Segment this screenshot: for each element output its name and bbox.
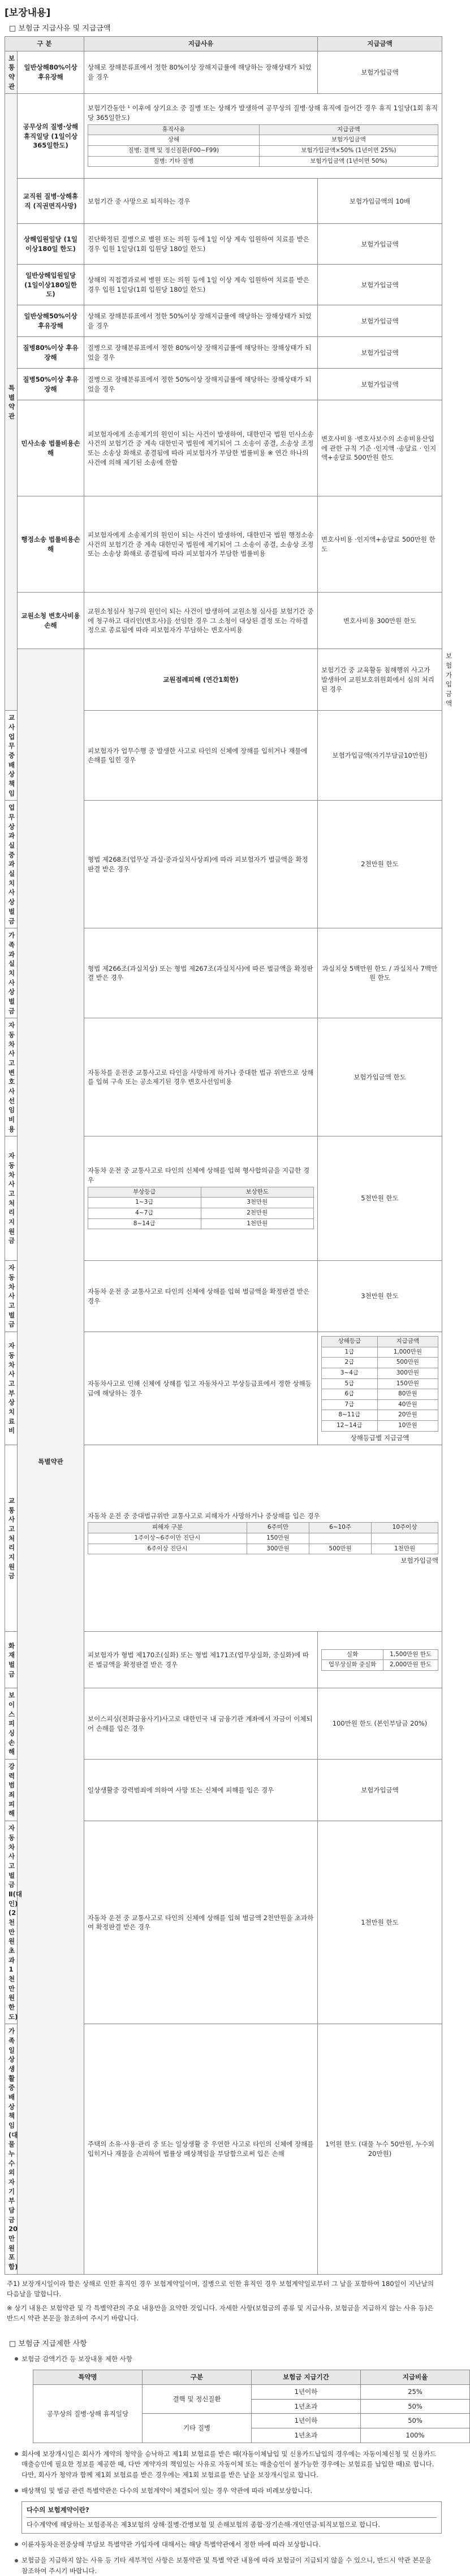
table-row bbox=[5, 179, 442, 224]
row-item: 교직원 질병·상해휴직 (직권면직사망) bbox=[18, 179, 84, 224]
row-item: 질병50%이상 후유장해 bbox=[18, 369, 84, 400]
row-amount: 5천만원 한도 bbox=[318, 1136, 442, 1261]
bullet-motorcycle bbox=[21, 2539, 439, 2549]
limit-cell: 기타 질병 bbox=[143, 2414, 252, 2443]
row-item: 자동차사고 벌금Ⅱ(대인) (2천만원초과 1천만원한도) bbox=[5, 1821, 18, 2024]
table-row bbox=[5, 265, 442, 305]
table-row bbox=[5, 400, 442, 496]
sub-cell: 8~14급 bbox=[88, 1218, 201, 1229]
sub-cell: 500만원 bbox=[377, 1358, 438, 1368]
row-item: 민사소송 법률비용손해 bbox=[18, 400, 84, 496]
row-amount: 변호사비용 300만원 한도 bbox=[318, 593, 442, 649]
row-amount: 변호사비용 ·변호사보수의 소송비용산입에 관한 규칙 기준 ·인지액 ·송달료 · 인지액+송달료 500만원 한도 bbox=[318, 400, 442, 496]
limit-header: 보험금 지급기간 bbox=[252, 2370, 361, 2385]
row-reason: 피보험자가 업무수행 중 발생한 사고로 타인의 신체에 장해를 입히거나 재물에 손해를 입힌 경우 bbox=[84, 711, 318, 801]
support-reason: 자동차 운전 중 교통사고로 타인의 신체에 상해를 입혀 형사합의금을 지급한 경우 bbox=[88, 1166, 310, 1184]
sub-cell: 10만원 bbox=[377, 1421, 438, 1432]
sub-cell: 실화 bbox=[322, 1649, 383, 1660]
table-row bbox=[5, 224, 442, 265]
sub-cell: 300만원 bbox=[377, 1368, 438, 1378]
limit-cell: 1년이하 bbox=[252, 2414, 361, 2428]
bullet-text: 이륜자동차운전중상해 부담보 특별약관 가입자에 대해서는 해당 특별약관에서 정한 바에 따라 보상합니다. bbox=[21, 2540, 321, 2548]
footnote-coverage-start: 주1) 보장개시일이라 함은 상해로 인한 휴직인 경우 보험계약일이며, 질병으로 인한 휴직인 경우 보험계약일로부터 그 날을 포함하여 180일이 지난날의 다음날을 말합니다. bbox=[7, 2279, 434, 2298]
row-amount: 보험가입금액 한도 bbox=[318, 1018, 442, 1136]
sub-cell: 6주이상 진단시 bbox=[88, 1544, 247, 1554]
sub-cell: 상해 bbox=[88, 135, 260, 146]
limit-cell: 50% bbox=[361, 2414, 470, 2428]
sub-cell: 1,500만원 한도 bbox=[383, 1649, 438, 1660]
limit-cell: 50% bbox=[361, 2399, 470, 2414]
limit-subtitle bbox=[21, 2354, 439, 2364]
section-heading-limits: □ 보험금 지급제한 사항 bbox=[9, 2339, 87, 2348]
row-item: 상해입원일당 (1일이상180일 한도) bbox=[18, 224, 84, 265]
sub-cell: 40만원 bbox=[377, 1399, 438, 1410]
limit-header: 구분 bbox=[143, 2370, 252, 2385]
row-amount: 1천만원 한도 bbox=[318, 1821, 442, 2024]
header-amount: 지급금액 bbox=[318, 37, 442, 51]
sub-cell: 80만원 bbox=[377, 1389, 438, 1400]
sub-cell: 2천만원 bbox=[201, 1208, 314, 1218]
row-amount: 보험가입금액(자기부담금10만원) bbox=[318, 711, 442, 801]
sick-leave-reason: 보험기간동안 ¹ 이후에 상기요소 중 질병 또는 상해가 발생하여 공무상의 질병·상해 휴직에 들어간 경우 휴직 1일당(1회 휴직당 365일한도) bbox=[88, 104, 438, 122]
sub-cell: 300만원 bbox=[247, 1544, 309, 1554]
row-item: 자동차사고 부상치료비 bbox=[5, 1332, 18, 1445]
sub-cell bbox=[309, 1533, 372, 1544]
row-reason: 자동차 운전 중 교통사고로 타인의 신체에 상해를 입혀 벌금액을 확정판결 받은 경우 bbox=[84, 1261, 318, 1332]
row-item: 교통사고처리지원금 bbox=[5, 1445, 18, 1632]
row-reason: 상해로 장해분류표에서 정한 50%이상 장해지급률에 해당하는 장해상태가 되었을 경우 bbox=[84, 305, 318, 337]
table-row bbox=[5, 305, 442, 337]
row-reason bbox=[84, 1136, 318, 1261]
row-amount: 3천만원 한도 bbox=[318, 1261, 442, 1332]
injury-amount-note: 상해등급별 지급금액 bbox=[350, 1433, 409, 1442]
header-category: 구 분 bbox=[5, 37, 84, 51]
row-reason: 일상생활중 강력범죄에 의하여 사망 또는 신체에 피해를 입은 경우 bbox=[84, 1760, 318, 1821]
row-reason: 교원소청심사 청구의 원인이 되는 사건이 발생하여 교원소청 심사를 보험기간 중에 청구하고 대리인(변호사)을 선임한 경우 그 소청이 대상된 결정 또는 각하결정으로 종료됨에 따라 피보험자가 부담하는 변호사비용 bbox=[84, 593, 318, 649]
limit-cell: 1년이하 bbox=[252, 2385, 361, 2400]
header-reason: 지급사유 bbox=[84, 37, 318, 51]
fire-fine-table bbox=[321, 1649, 438, 1671]
table-row: 특별약관 교원점례피해 (연간1회한) 보험기간 중 교육활동 침해행위 사고가 발생하여 교원보호위원회에서 심의 처리 된 경우 보험가입금액 bbox=[5, 649, 442, 711]
row-reason bbox=[84, 1445, 442, 1632]
row-item: 가족일상생활중배상책임(대물 누수외 자기부담금 20만원 포함) bbox=[5, 2024, 18, 2274]
sub-cell: 2,000만원 한도 bbox=[383, 1660, 438, 1671]
sub-cell: 1천만원 bbox=[201, 1218, 314, 1229]
row-reason: 질병으로 장해분류표에서 정한 50%이상 장해지급률에 해당하는 장해상태가 되었을 경우 bbox=[84, 369, 318, 400]
sub-cell: 8~11급 bbox=[322, 1410, 378, 1421]
row-amount: 보험가입금액 bbox=[318, 1760, 442, 1821]
row-amount: 보험가입금액의 10배 bbox=[318, 179, 442, 224]
sub-cell: 7급 bbox=[322, 1399, 378, 1410]
coverage-table bbox=[5, 36, 452, 2275]
row-item: 일반상해50%이상후유장해 bbox=[18, 305, 84, 337]
row-amount: 보험가입금액 bbox=[318, 337, 442, 369]
page-title: [보장내용] bbox=[5, 7, 51, 19]
row-reason: 보이스피싱(전화금융사기)사고로 대한민국 내 금융기관 계좌에서 자금이 이체되어 손해를 입은 경우 bbox=[84, 1688, 318, 1760]
limit-header: 특약명 bbox=[33, 2370, 143, 2385]
sub-header: 부상등급 bbox=[88, 1187, 201, 1198]
row-reason bbox=[84, 94, 442, 179]
row-reason: 주택의 소유·사용·관리 중 또는 일상생활 중 우연한 사고로 타인의 신체에 장해를 입히거나 재물을 손괴하여 법률상 배상책임을 부담함으로써 입은 손해 bbox=[84, 2024, 318, 2274]
sub-header: 6~10주 bbox=[309, 1523, 372, 1533]
sub-cell: 보험가입금액 bbox=[259, 135, 438, 146]
row-item: 화재벌금 bbox=[5, 1632, 18, 1688]
row-amount: 보험가입금액 bbox=[318, 51, 442, 94]
bullet-text: 회사에 보장개시일은 회사가 계약의 청약을 승낙하고 제1회 보험료를 받은 때(자동이체납입 및 신용카드납입의 경우에는 자동이체신청 및 신용카드 매출승인에 필요한 정보를 제공한 때, 다만 계약자의 책임있는 사유로 자동이체 또는 매출승인이 불가능한 경우에는 보험료를 납입한 때)로 합니다. 다만, 회사가 청약과 함께 제1회 보험료를 받은 경우에는 제1회 보험료를 받은 날을 보장개시일로 합니다. bbox=[21, 2449, 437, 2479]
box-text: 다수계약에 해당하는 보험종목은 제3보험의 상해·질병·간병보험 및 손해보험의 종합·장기손해·개인연금·퇴직보험으로 합니다. bbox=[27, 2520, 381, 2529]
row-reason: 상해로 장해분류표에서 정한 80%이상 장해지급률에 해당하는 장해상태가 되었을 경우 bbox=[84, 51, 318, 94]
multiple-contract-box bbox=[21, 2501, 442, 2534]
limit-cell: 공무상의 질병·상해 휴직일당 bbox=[33, 2385, 143, 2443]
sub-cell: 1주이상~6주이만 진단시 bbox=[88, 1533, 247, 1544]
row-amount: 100만원 한도 (본인부담금 20%) bbox=[318, 1688, 442, 1760]
row-reason: 보험기간 중 사망으로 퇴직하는 경우 bbox=[84, 179, 318, 224]
bullet-icon bbox=[15, 2543, 18, 2546]
support-table bbox=[88, 1187, 314, 1230]
sub-cell: 3~4급 bbox=[322, 1368, 378, 1378]
sub-header: 지급금액 bbox=[377, 1336, 438, 1347]
limit-cell: 100% bbox=[361, 2428, 470, 2443]
sub-cell: 1급 bbox=[322, 1347, 378, 1358]
table-row bbox=[5, 369, 442, 400]
table-row bbox=[5, 51, 442, 94]
row-amount: 보험가입금액 bbox=[318, 369, 442, 400]
section-heading-coverage: □ 보험금 지급사유 및 지급금액 bbox=[9, 24, 111, 33]
row-reason: 자동차를 운전중 교통사고로 타인을 사망하게 하거나 중대한 법규 위반으로 상해를 입혀 구속 또는 공소제기된 경우 변호사선임비용 bbox=[84, 1018, 318, 1136]
sub-header: 보상한도 bbox=[201, 1187, 314, 1198]
sick-leave-table bbox=[88, 124, 438, 167]
bullet-text: 보험금을 지급하지 않는 사유 등 기타 세부적인 사항은 보통약관 및 특별 약관 내용에 따라 보험금이 지급되지 않을 수 있으니, 반드시 약관 본문을 참조하여 주시기 바랍니다. bbox=[21, 2556, 432, 2575]
row-reason: 자동차 운전 중 교통사고로 타인의 신체에 상해를 입혀 벌금액 2천만원을 초과하여 확정판결 받은 경우 bbox=[84, 1821, 318, 2024]
limit-cell: 1년초과 bbox=[252, 2428, 361, 2443]
box-title: 다수의 보험계약이란? bbox=[27, 2505, 437, 2517]
sub-cell: 1천만원 bbox=[372, 1544, 438, 1554]
row-item: 보이스피싱손해 bbox=[5, 1688, 18, 1760]
row-amount: 보험가입금액 bbox=[318, 305, 442, 337]
row-item: 자동차사고 벌금 bbox=[5, 1261, 18, 1332]
row-item: 교원점례피해 (연간1회한) bbox=[84, 649, 318, 711]
row-amount bbox=[318, 1632, 442, 1688]
sub-cell: 1~3급 bbox=[88, 1198, 201, 1208]
row-amount bbox=[318, 1332, 442, 1445]
sub-cell: 보험가입금액×50% (1년이면 25%) bbox=[259, 146, 438, 157]
row-amount: 보험가입금액 bbox=[318, 224, 442, 265]
row-item: 가족과실치사상 벌금 bbox=[5, 928, 18, 1018]
limit-subtitle-text: 보험금 감액기간 등 보장내용 제한 사항 bbox=[21, 2354, 133, 2363]
category-special-2: 특별약관 bbox=[18, 649, 84, 2274]
bullet-icon bbox=[15, 2489, 18, 2492]
sub-cell: 6급 bbox=[322, 1389, 378, 1400]
bullet-coverage-start bbox=[21, 2449, 439, 2480]
row-item: 업무상과실 중과실치사상벌금 bbox=[5, 801, 18, 928]
footnote-summary: ※ 상기 내용은 보험약관 및 각 특별약관의 주요 내용만을 요약한 것입니다. 자세한 사항(보험금의 종류 및 지급사유, 보험금을 지급하지 않는 사유 등)은 반드시 약관 본문을 참조하여 주시기 바랍니다. bbox=[7, 2304, 434, 2323]
bullet-icon bbox=[15, 2452, 18, 2456]
category-special: 특별약관 bbox=[5, 94, 18, 711]
sub-cell bbox=[372, 1533, 438, 1544]
row-reason: 질병으로 장해분류표에서 정한 80%이상 장해지급률에 해당하는 장해상태가 되었을 경우 bbox=[84, 337, 318, 369]
row-item: 공무상의 질병·상해 휴직일당 (1일이상365일한도) bbox=[18, 94, 84, 179]
sub-header: 피해자 구분 bbox=[88, 1523, 247, 1533]
sub-header: 6주미만 bbox=[247, 1523, 309, 1533]
row-amount: 2천만원 한도 bbox=[318, 801, 442, 928]
row-amount: 보험가입금액 bbox=[318, 265, 442, 305]
row-item: 질병80%이상 후유장해 bbox=[18, 337, 84, 369]
sub-cell: 150만원 bbox=[247, 1533, 309, 1544]
row-reason: 보험기간 중 교육활동 침해행위 사고가 발생하여 교원보호위원회에서 심의 처리 된 경우 bbox=[318, 649, 442, 711]
row-item: 교원소청 변호사비용손해 bbox=[18, 593, 84, 649]
bullet-icon bbox=[15, 2559, 18, 2562]
sub-cell: 질병: 결핵 및 정신질환(F00~F99) bbox=[88, 146, 260, 157]
table-row bbox=[5, 593, 442, 649]
limit-cell: 결핵 및 정신질환 bbox=[143, 2385, 252, 2414]
row-reason: 자동차사고로 인해 신체에 상해를 입고 자동차사고 부상등급표에서 정한 상해등급에 해당하는 경우 bbox=[84, 1332, 318, 1445]
category-basic: 보통약관 bbox=[5, 51, 18, 94]
bullet-proportional bbox=[21, 2486, 439, 2496]
row-reason: 형법 제268조(업무상 과실·중과실치사상죄)에 따라 피보험자가 벌금액을 확정판결 받은 경우 bbox=[84, 801, 318, 928]
table-header-row bbox=[5, 37, 442, 51]
row-item: 자동차사고처리지원금 bbox=[5, 1136, 18, 1261]
limit-table bbox=[33, 2370, 470, 2443]
accident-support-amount: 보험가입금액 bbox=[400, 1557, 439, 1565]
table-row bbox=[5, 337, 442, 369]
sub-header: 10주이상 bbox=[372, 1523, 438, 1533]
table-row bbox=[5, 496, 442, 593]
bullet-icon bbox=[15, 2357, 18, 2361]
sub-cell: 4~7급 bbox=[88, 1208, 201, 1218]
sub-header: 상해등급 bbox=[322, 1336, 378, 1347]
table-row bbox=[5, 94, 442, 179]
sub-cell: 질병: 기타 질병 bbox=[88, 156, 260, 167]
accident-support-reason: 자동차 운전 중 중대법규위반 교통사고로 피해자가 사망하거나 중상해를 입은 경우 bbox=[88, 1511, 320, 1520]
row-item: 교사 업무중 배상책임 bbox=[5, 711, 18, 801]
bullet-text: 배상책임 및 벌금 관련 특별약관은 다수의 보험계약이 체결되어 있는 경우 약관에 따라 비례보상합니다. bbox=[21, 2486, 313, 2495]
sub-cell: 500만원 bbox=[309, 1544, 372, 1554]
sub-cell: 12~14급 bbox=[322, 1421, 378, 1432]
limit-header: 지급비율 bbox=[361, 2370, 470, 2385]
sub-header: 휴직사유 bbox=[88, 124, 260, 135]
bullet-exclusions bbox=[21, 2555, 439, 2576]
row-item: 일반상해80%이상후유장해 bbox=[18, 51, 84, 94]
document-page bbox=[5, 5, 452, 2576]
row-item: 강력범죄피해 bbox=[5, 1760, 18, 1821]
sub-cell: 20만원 bbox=[377, 1410, 438, 1421]
sub-cell: 1,000만원 bbox=[377, 1347, 438, 1358]
limit-cell: 25% bbox=[361, 2385, 470, 2400]
sub-cell: 2급 bbox=[322, 1358, 378, 1368]
row-item: 자동차사고 변호사선임비용 bbox=[5, 1018, 18, 1136]
row-reason: 피보험자가 형법 제170조(실화) 또는 형법 제171조(업무상실화, 중실화)에 따른 벌금액을 확정판결 받은 경우 bbox=[84, 1632, 318, 1688]
row-reason: 피보험자에게 소송제기의 원인이 되는 사건이 발생하여, 대한민국 법원 행정소송 사건의 보험기간 중 계속 대한민국 법원에 제기되어 그 소송이 종결, 소송상 조정 또는 소송상 화해로 종결됨에 따라 피보험자가 부담한 법률비용 bbox=[84, 496, 318, 593]
sub-header: 지급금액 bbox=[259, 124, 438, 135]
sub-cell: 업무상실화 중실화 bbox=[322, 1660, 383, 1671]
accident-support-table bbox=[88, 1522, 438, 1554]
row-reason: 상해의 직접결과로써 병원 또는 의원 등에 1일 이상 계속 입원하여 치료를 받은 경우 입원 1일당(1회 입원당 180일 한도) bbox=[84, 265, 318, 305]
row-item: 일반상해입원일당 (1일이상180일한도) bbox=[18, 265, 84, 305]
row-amount: 1억원 한도 (대물 누수 50만원, 누수외 20만원) bbox=[318, 2024, 442, 2274]
sub-cell: 보험가입금액 (1년이면 50%) bbox=[259, 156, 438, 167]
row-item: 행정소송 법률비용손해 bbox=[18, 496, 84, 593]
sub-cell: 150만원 bbox=[377, 1378, 438, 1389]
limit-cell: 1년초과 bbox=[252, 2399, 361, 2414]
row-amount: 변호사비용 ·인지액+송달료 500만원 한도 bbox=[318, 496, 442, 593]
row-reason: 피보험자에게 소송제기의 원인이 되는 사건이 발생하여, 대한민국 법원 민사소송 사건의 보험기간 중 계속 대한민국 법원에 제기되어 그 소송이 종결, 소송상 조정 또는 소송상 화해로 종결됨에 따라 피보험자가 부담한 법률비용 ※ 연간 하나의 사건에 의해 제기된 소송에 한함 bbox=[84, 400, 318, 496]
sub-cell: 5급 bbox=[322, 1378, 378, 1389]
sub-cell: 3천만원 bbox=[201, 1198, 314, 1208]
injury-grade-table bbox=[321, 1336, 438, 1432]
row-amount: 과실치상 5백만원 한도 / 과실치사 7백만원 한도 bbox=[318, 928, 442, 1018]
row-reason: 진단확정된 질병으로 별원 또는 의원 등에 1일 이상 계속 입원하여 치료를 받은 경우 입원 1일당(1회 입원당 180일 한도) bbox=[84, 224, 318, 265]
row-reason: 형법 제266조(과실치상) 또는 형법 제267조(과실치사)에 따른 벌금액을 확정판결 받은 경우 bbox=[84, 928, 318, 1018]
